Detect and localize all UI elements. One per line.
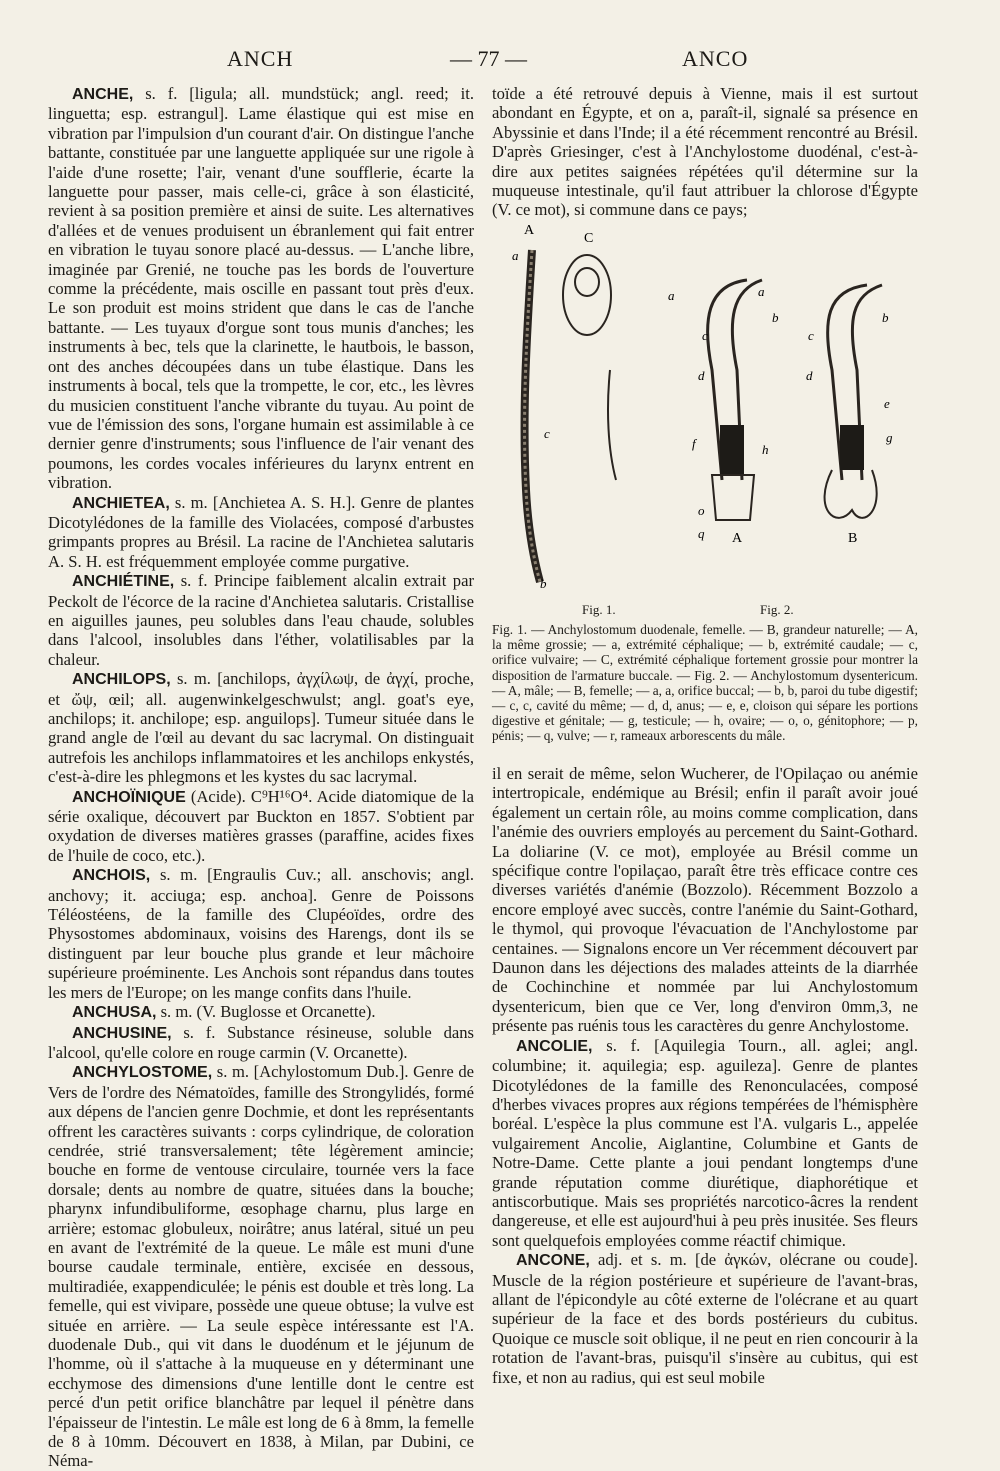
fig1-label: Fig. 1. [582,602,616,617]
label-B-fig2: B [848,531,858,546]
label-d-male: d [698,368,705,383]
label-e-female: e [884,396,890,411]
label-f-male: f [692,436,696,451]
header-left-word: ANCH [227,46,294,71]
entry-anchietea [48,493,474,572]
label-a-male: a [668,288,675,303]
left-column [48,84,474,1471]
anchylostome-illustration [492,210,918,620]
label-c-female: c [808,328,814,343]
entry-anchois [48,865,474,1002]
entry-text: s. m. [Achylostomum Dub.]. Genre de Vers de l'ordre des Nématoïdes, famille des Strongylidés, formé aux dépens de l'ancien genre Dochmie, et dont les représentants offrent les caractères suivants : corps cylindrique, de coloration cendrée, strié transversalement; tête légèrement amincie; bouche en forme de ventouse circulaire, tournée vers la face dorsale; dents au nombre de quatre, situées dans la bouche; pharynx infundibuliforme, œsophage charnu, plus large en arrière; estomac globuleux, noirâtre; anus latéral, situé un peu en avant de l'extrémité de la queue. Le mâle est muni d'une bourse caudale terminale, entière, excisée en dessous, multiradiée, exappendiculée; le pénis est double et très long. La femelle, qui est vivipare, possède une queue obtuse; la vulve est située en arrière. — La seule espèce intéressante est l'A. duodenale Dub., qui vit dans le duodénum et le jéjunum de l'homme, où il s'attache à la muqueuse en y déterminant une ecchymose des dimensions d'une lentille dont le centre est percé d'un petit orifice blanchâtre par lequel il pénètre dans l'épaisseur de l'intestin. Le mâle est long de 6 à 8mm, la femelle de 8 à 10mm. Découvert en 1838, à Milan, par Dubini, ce Néma- [48,1062,474,1471]
label-A-fig2: A [732,531,743,546]
male-digestive-portion [720,425,744,475]
page-number: — 77 — [450,46,527,71]
worm-female-enlarged [525,250,540,582]
entry-text: (Acide). C⁹H¹⁶O⁴. Acide diatomique de la série oxalique, découvert par Buckton en 1857. S'obtient par oxydation de diverses matières grasses (paraffine, acides fixes de l'huile de coco, etc.). [48,786,474,865]
entry-text: s. f. [ligula; all. mundstück; angl. reed; it. linguetta; esp. estrangul]. Lame élastique qui est mise en vibration par l'impulsion d'un courant d'air. On distingue l'anche battante, constituée par une languette appliquée sur une rigole à l'aide d'une rosette; l'air, venant d'une soufflerie, écarte la languette pour passer, mais celle-ci, grâce à son élasticité, revient à sa position première et ainsi de suite. Les alternatives d'allées et de venues produisent un ébranlement qui fait entrer en vibration le tuyau sonore placé au-dessus. — L'anche libre, imaginée par Grenié, ne touche pas les bords de l'ouverture comme la précédente, mais oscille en passant tout près d'eux. Le son produit est moins strident que dans le cas de l'anche battante. — Les tuyaux d'orgue sont tous munis d'anches; les instruments à bec, tels que la clarinette, le hautbois, le basson, ont des anches découpées dans un tube élastique. Dans les instruments à bocal, tels que la trompette, le cor, etc., les lèvres du musicien constituent l'anche vibrante du tuyau. Au point de vue de l'émission des sons, l'organe humain est assimilable à ce dernier genre d'instruments; sous l'influence de l'air venant des poumons, les cordes vocales inférieures du larynx entrent en vibration. [48,84,474,493]
figure-numbers [492,602,918,618]
headword: ANCHE, [72,86,134,103]
label-b-fig1: b [540,576,547,591]
label-g-female: g [886,430,893,445]
female-digestive-portion [840,425,864,470]
entry-anchylostome [48,1062,474,1471]
label-c-male: c [702,328,708,343]
entry-anchusine [48,1023,474,1063]
entry-continued [492,764,918,1036]
label-h-male: h [762,442,769,457]
headword: ANCHILOPS, [72,671,171,689]
headword: ANCHIÉTINE, [72,573,175,591]
entry-ancone [492,1250,918,1387]
header-right-word: ANCO [682,46,749,71]
entry-anchietine [48,571,474,669]
entry-text: s. f. Principe faiblement alcalin extrait par Peckolt de l'écorce de la racine d'Anchietea salutaris. Cristallise en aiguilles jaunes, peu solubles dans l'eau chaude, solubles dans l'alcool, insolubles dans l'éther, volatilisables par la chaleur. [48,571,474,669]
headword: ANCHOIS, [72,867,151,885]
male-bursa [712,475,754,520]
figure-caption [492,622,918,744]
label-b-male: b [772,310,779,325]
continued-text: toïde a été retrouvé depuis à Vienne, mais il est surtout abondant en Égypte, et on a, paraît-il, signalé sa présence en Abyssinie et dans l'Inde; il a été récemment rencontré au Brésil. D'après Griesinger, c'est à l'Anchylostome duodénal, c'est-à-dire aux petites saignées répétées qu'il détermine sur la muqueuse intestinale, qu'il faut attribuer la chlorose d'Égypte (V. ce mot), si commune dans ce pays; [492,84,918,220]
label-c-fig1: c [544,426,550,441]
label-C-fig1: C [584,231,594,246]
headword: ANCOLIE, [516,1037,593,1055]
entry-text: il en serait de même, selon Wucherer, de l'Opilaçao ou anémie intertropicale, endémique au Brésil; enfin il paraît avoir joué également un certain rôle, au moins comme complication, dans l'anémie des ouvriers employés au percement du Saint-Gothard. La doliarine (V. ce mot), employée au Brésil comme un spécifique contre l'opilaçao, paraît être très efficace contre ces diverses variétés d'anémie (Bozzolo). Récemment Bozzolo a encore employé avec succès, contre l'anémie du Saint-Gothard, le thymol, qui provoque l'évacuation de l'Anchylostome par centaines. — Signalons encore un Ver récemment découvert par Daunon dans les déjections des malades atteints de la diarrhée de Cochinchine et nommée par lui Anchylostomum dysentericum, bien que ce Ver, long d'environ 0mm,3, ne présente pas ruénis tous les caractères du genre Anchylostome. [492,764,918,1036]
entry-anchusa [48,1002,474,1022]
headword: ANCHUSINE, [72,1024,172,1042]
entry-anche [48,84,474,493]
female-arborescent-branches [825,470,877,518]
label-A-fig1: A [524,223,535,238]
headword: ANCONE, [516,1252,590,1270]
headword: ANCHUSA, [72,1004,157,1022]
right-column-bottom [492,764,918,1387]
label-a-female: a [758,284,765,299]
headword: ANCHYLOSTOME, [72,1064,213,1082]
entry-anchilops [48,669,474,786]
worm-natural-size [608,370,616,480]
figure-drawing [492,210,918,620]
entry-text: s. f. [Aquilegia Tourn., all. aglei; angl. columbine; it. aquilegia; esp. aguileza]. Genre de plantes Dicotylédones de la famille des Renonculacées, composé d'herbes vivaces propres aux régions tempérées de l'hémisphère boréal. L'espèce la plus commune est l'A. vulgaris L., appelée vulgairement Ancolie, Aiglantine, Columbine et Gants de Notre-Dame. Cette plante a joui pendant longtemps d'une grande réputation comme diurétique, diaphorétique et antiscorbutique. Mais ses propriétés narcotico-âcres la rendent dangereuse, et elle est aujourd'hui à peu près inusitée. Ses fleurs sont quelquefois employées comme réactif chimique. [492,1035,918,1250]
entry-text: s. m. (V. Buglosse et Orcanette). [156,1002,376,1022]
right-column-top [492,84,918,220]
caption-text: Fig. 1. — Anchylostomum duodenale, femelle. — B, grandeur naturelle; — A, la même grossie; — a, extrémité céphalique; — b, extrémité caudale; — c, orifice vulvaire; — C, extrémité céphalique fortement grossie pour montrer la disposition de l'armature buccale. — Fig. 2. — Anchylostomum dysentericum. — A, mâle; — B, femelle; — a, a, orifice buccal; — b, b, paroi du tube digestif; — c, c, cavité du même; — d, d, anus; — e, e, cloison qui sépare les portions digestive et génitale; — g, testicule; — h, ovaire; — o, o, génitophore; — p, pénis; — q, vulve; — r, rameaux arborescents du mâle. [492,622,918,744]
label-o-male: o [698,503,705,518]
entry-text: s. m. [Anchietea A. S. H.]. Genre de plantes Dicotylédones de la famille des Violacées, composé d'arbustes grimpants propres au Brésil. La racine de l'Anchietea salutaris A. S. H. est fréquemment employée comme purgative. [48,492,474,571]
label-b-female: b [882,310,889,325]
fig2-label: Fig. 2. [760,602,794,617]
headword: ANCHIETEA, [72,494,170,512]
headword: ANCHOÏNIQUE [72,788,186,806]
entry-text: s. f. Substance résineuse, soluble dans l'alcool, qu'elle colore en rouge carmin (V. Orcanette). [48,1022,474,1062]
running-header [60,46,940,76]
entry-text: adj. et s. m. [de ἀγκών, olécrane ou coude]. Muscle de la région postérieure et supérieure de l'avant-bras, allant de l'épicondyle au côté externe de l'olécrane et au quart supérieur de la face et des bords postérieurs du cubitus. Quoique ce muscle soit oblique, il ne peut en rien concourir à la rotation de l'avant-bras, puisqu'il s'insère au cubitus, qui est fixe, et non au radius, qui est seul mobile [492,1250,918,1387]
label-a-fig1: a [512,248,519,263]
entry-text: s. m. [anchilops, ἀγχίλωψ, de ἀγχί, proche, et ὤψ, œil; all. augenwinkelgeschwulst; angl. goat's eye, anchilops; it. anchilope; esp. anguilops]. Tumeur située dans le grand angle de l'œil au devant du sac lacrymal. On distinguait autrefois les anchilops inflammatoires et les anchilops enkystés, c'est-à-dire les phlegmons et les kystes du sac lacrymal. [48,669,474,787]
label-d-female: d [806,368,813,383]
entry-ancolie [492,1036,918,1250]
label-q-male: q [698,526,705,541]
mouth-armature [575,268,599,296]
entry-anchoinique [48,787,474,866]
entry-text: s. m. [Engraulis Cuv.; all. anschovis; angl. anchovy; it. acciuga; esp. anchoa]. Genre de Poissons Téléostéens, de la famille des Clupéoïdes, ordre des Physostomes abdominaux, voisins des Harengs, dont ils se distinguent par leur bouche plus grande et leur mâchoire supérieure proéminente. Les Anchois sont répandus dans toutes les mers de l'Europe; on les mange confits dans l'huile. [48,865,474,1002]
